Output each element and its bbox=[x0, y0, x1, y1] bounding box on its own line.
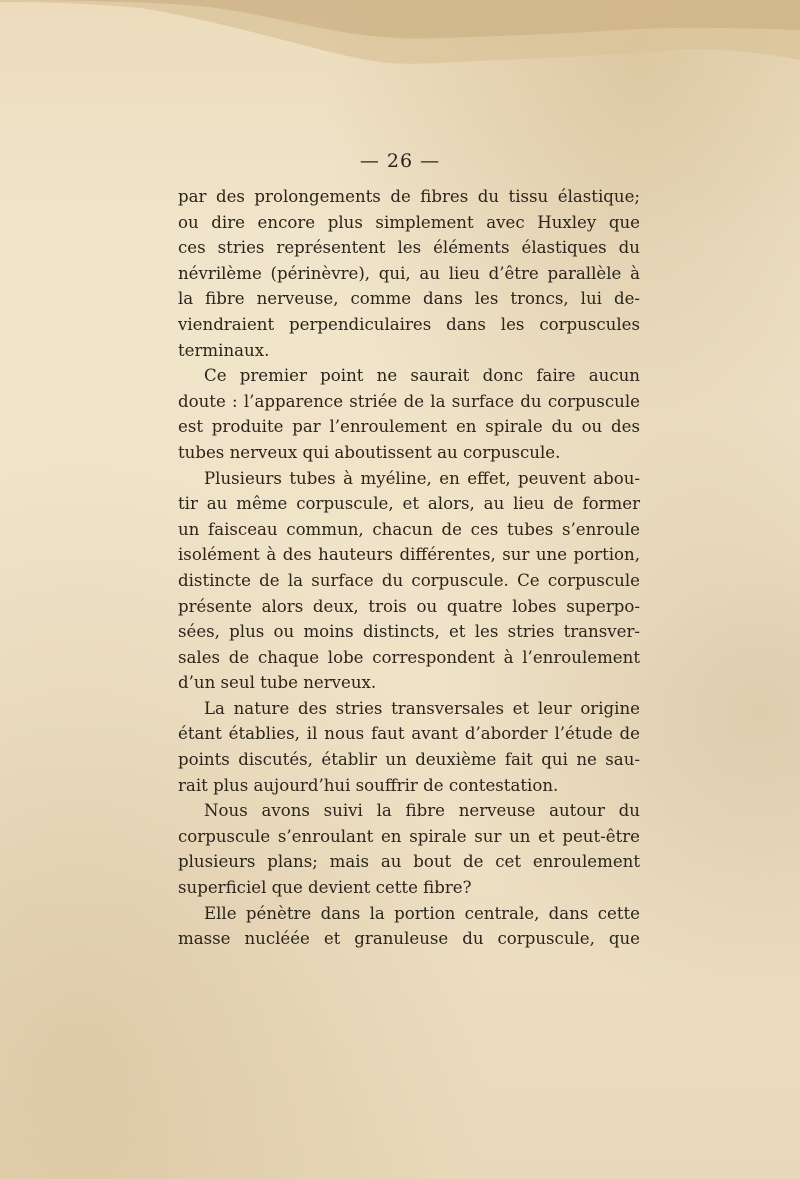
page-number: — 26 — bbox=[359, 150, 441, 172]
text-line: viendraient perpendiculaires dans les corpuscules bbox=[178, 314, 640, 334]
text-line: tir au même corpuscule, et alors, au lieu de former bbox=[178, 494, 640, 514]
text-line: est produite par l’enroulement en spirale du ou des bbox=[178, 417, 640, 437]
text-line: Nous avons suivi la fibre nerveuse autour du bbox=[204, 801, 640, 821]
text-line: tubes nerveux qui aboutissent au corpuscule. bbox=[178, 442, 561, 462]
text-line: masse nucléée et granuleuse du corpuscule, que bbox=[178, 929, 640, 949]
text-line: isolément à des hauteurs différentes, sur une portion, bbox=[178, 545, 640, 565]
text-line: rait plus aujourd’hui souffrir de contestation. bbox=[178, 775, 559, 795]
torn-paper-edge bbox=[0, 0, 800, 90]
text-line: terminaux. bbox=[178, 340, 270, 360]
text-line: ou dire encore plus simplement avec Huxley que bbox=[178, 212, 640, 232]
text-line: La nature des stries transversales et leur origine bbox=[204, 698, 640, 718]
text-line: Plusieurs tubes à myéline, en effet, peuvent abou- bbox=[204, 468, 640, 488]
text-line: corpuscule s’enroulant en spirale sur un et peut-être bbox=[178, 826, 640, 846]
text-line: plusieurs plans; mais au bout de cet enroulement bbox=[178, 852, 640, 872]
text-line: Elle pénètre dans la portion centrale, dans cette bbox=[204, 903, 640, 923]
text-line: Ce premier point ne saurait donc faire aucun bbox=[204, 366, 640, 386]
text-line: présente alors deux, trois ou quatre lobes superpo- bbox=[178, 596, 640, 616]
text-line: points discutés, établir un deuxième fait qui ne sau- bbox=[178, 750, 640, 770]
text-line: ces stries représentent les éléments élastiques du bbox=[178, 238, 640, 258]
text-line: étant établies, il nous faut avant d’aborder l’étude de bbox=[178, 724, 640, 744]
text-line: la fibre nerveuse, comme dans les troncs, lui de- bbox=[178, 289, 640, 309]
text-line: par des prolongements de fibres du tissu élastique; bbox=[178, 187, 640, 206]
text-line: sées, plus ou moins distincts, et les stries transver- bbox=[178, 622, 640, 642]
text-line: névrilème (périnèvre), qui, au lieu d’être parallèle à bbox=[178, 263, 640, 283]
body-text bbox=[178, 184, 640, 952]
text-line: sales de chaque lobe correspondent à l’enroulement bbox=[178, 647, 640, 667]
text-line: un faisceau commun, chacun de ces tubes s’enroule bbox=[178, 519, 640, 539]
text-line: doute : l’apparence striée de la surface du corpuscule bbox=[178, 391, 640, 411]
text-line: superficiel que devient cette fibre? bbox=[178, 878, 472, 898]
text-line: d’un seul tube nerveux. bbox=[178, 673, 377, 693]
text-line: distincte de la surface du corpuscule. Ce corpuscule bbox=[178, 570, 640, 590]
